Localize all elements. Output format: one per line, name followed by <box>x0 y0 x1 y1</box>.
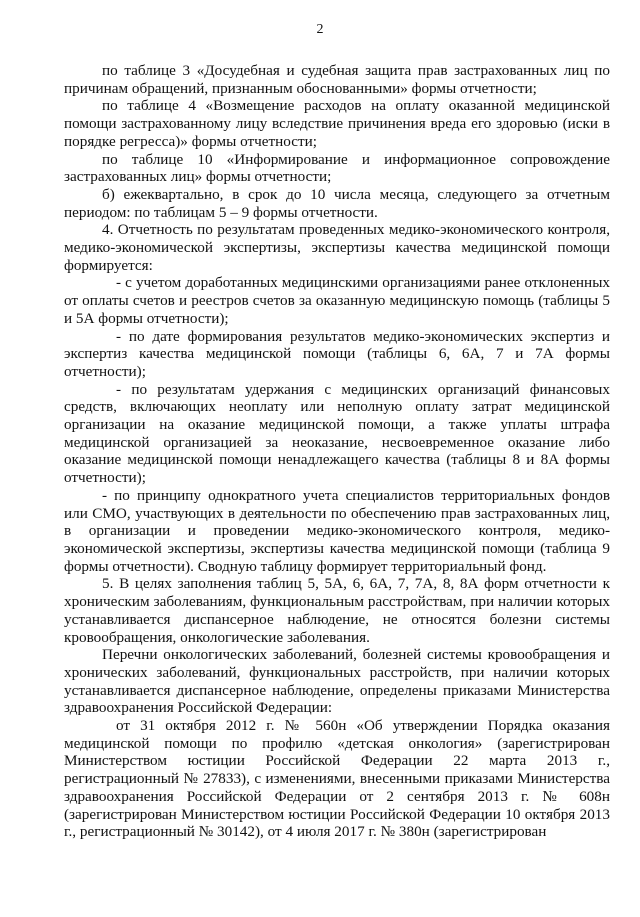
paragraph-bullet-single-count: - по принципу однократного учета специалистов территориальных фондов или СМО, участвующих в деятельности по обеспечению прав застрахованных лиц, в организации и проведении медико-экономического контроля, медико-экономической экспертизы, экспертизы качества медицинской помощи (таблица 9 формы отчетности). Сводную таблицу формирует территориальный фонд. <box>64 486 610 575</box>
page-number: 2 <box>316 22 324 37</box>
paragraph-disease-lists: Перечни онкологических заболеваний, болезней системы кровообращения и хронических заболеваний, функциональных расстройств, при наличии которых устанавливается диспансерное наблюдение, определены приказами Министерства здравоохранения Российской Федерации: <box>64 646 610 717</box>
paragraph-item-4: 4. Отчетность по результатам проведенных медико-экономического контроля, медико-экономической экспертизы, экспертизы качества медицинской помощи формируется: <box>64 221 610 274</box>
paragraph-item-5: 5. В целях заполнения таблиц 5, 5А, 6, 6А, 7, 7А, 8, 8А форм отчетности к хроническим заболеваниям, функциональным расстройствам, при наличии которых устанавливается диспансерное наблюдение, не относятся болезни системы кровообращения, онкологические заболевания. <box>64 575 610 646</box>
paragraph-table-4: по таблице 4 «Возмещение расходов на оплату оказанной медицинской помощи застрахованному лицу вследствие причинения вреда его здоровью (иски в порядке регресса)» формы отчетности; <box>64 97 610 150</box>
document-body <box>64 62 610 841</box>
paragraph-table-10: по таблице 10 «Информирование и информационное сопровождение застрахованных лиц» формы отчетности; <box>64 150 610 186</box>
paragraph-quarterly: б) ежеквартально, в срок до 10 числа месяца, следующего за отчетным периодом: по таблицам 5 – 9 формы отчетности. <box>64 185 610 221</box>
paragraph-bullet-expertise-date: - по дате формирования результатов медико-экономических экспертиз и экспертиз качества медицинской помощи (таблицы 6, 6А, 7 и 7А формы отчетности); <box>64 327 610 380</box>
paragraph-bullet-withholding: - по результатам удержания с медицинских организаций финансовых средств, включающих неоплату или неполную оплату затрат медицинской организации на оказание медицинской помощи, а также уплаты штрафа медицинской организацией за неоказание, несвоевременное оказание либо оказание медицинской помощи ненадлежащего качества (таблицы 8 и 8А формы отчетности); <box>64 380 610 487</box>
paragraph-bullet-revised-accounts: - с учетом доработанных медицинскими организациями ранее отклоненных от оплаты счетов и реестров счетов за оказанную медицинскую помощь (таблицы 5 и 5А формы отчетности); <box>64 274 610 327</box>
paragraph-order-560n: от 31 октября 2012 г. № 560н «Об утверждении Порядка оказания медицинской помощи по профилю «детская онкология» (зарегистрирован Министерством юстиции Российской Федерации 22 марта 2013 г., регистрационный № 27833), с изменениями, внесенными приказами Министерства здравоохранения Российской Федерации от 2 сентября 2013 г. № 608н (зарегистрирован Министерством юстиции Российской Федерации 10 октября 2013 г., регистрационный № 30142), от 4 июля 2017 г. № 380н (зарегистрирован <box>64 717 610 841</box>
paragraph-table-3: по таблице 3 «Досудебная и судебная защита прав застрахованных лиц по причинам обращений, признанным обоснованными» формы отчетности; <box>64 62 610 97</box>
